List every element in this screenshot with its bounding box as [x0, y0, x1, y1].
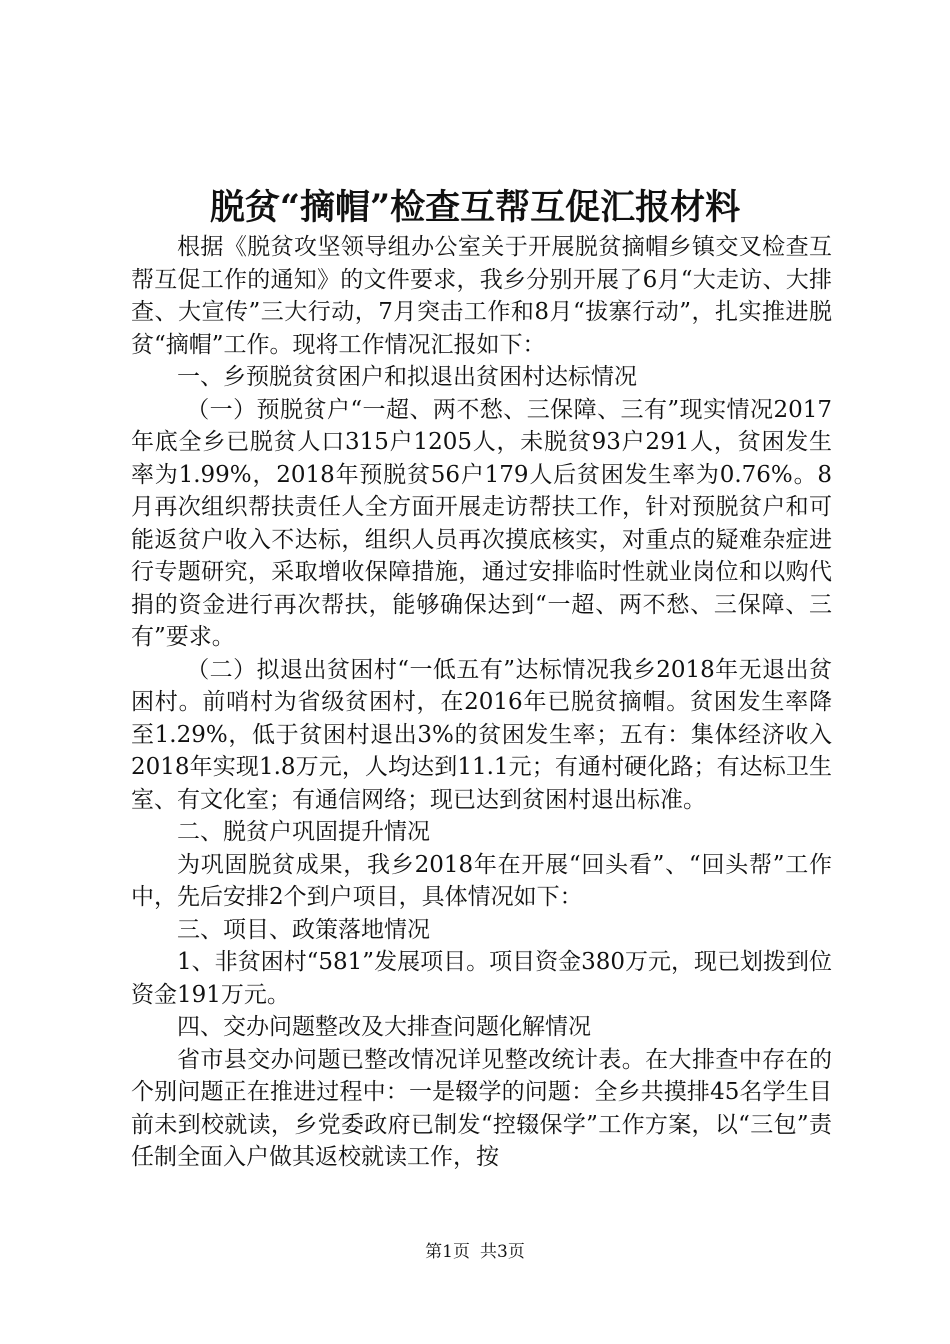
page-total: 共3页: [480, 1242, 525, 1262]
document-title: 脱贫“摘帽”检查互帮互促汇报材料: [209, 187, 741, 228]
paragraph-intro: 根据《脱贫攻坚领导组办公室关于开展脱贫摘帽乡镇交叉检查互帮互促工作的通知》的文件要求，我乡分别开展了6月“大走访、大排查、大宣传”三大行动，7月突击工作和8月“拔寨行动”，扎实推进脱贫“摘帽”工作。现将工作情况汇报如下：: [131, 234, 832, 358]
page-footer: [0, 1240, 950, 1264]
paragraph-section-3: 1、非贫困村“581”发展项目。项目资金380万元，现已划拨到位资金191万元。: [131, 949, 832, 1008]
paragraph-section-1-1: （一）预脱贫户“一超、两不愁、三保障、三有”现实情况2017年底全乡已脱贫人口315户1205人，未脱贫93户291人，贫困发生率为1.99%，2018年预脱贫56户179人后贫困发生率为0.76%。8月再次组织帮扶责任人全方面开展走访帮扶工作，针对预脱贫户和可能返贫户收入不达标，组织人员再次摸底核实，对重点的疑难杂症进行专题研究，采取增收保障措施，通过安排临时性就业岗位和以购代捐的资金进行再次帮扶，能够确保达到“一超、两不愁、三保障、三有”要求。: [131, 396, 832, 650]
paragraph-section-4: 省市县交办问题已整改情况详见整改统计表。在大排查中存在的个别问题正在推进过程中：一是辍学的问题：全乡共摸排45名学生目前未到校就读，乡党委政府已制发“控辍保学”工作方案，以“三包”责任制全面入户做其返校就读工作，按: [131, 1046, 832, 1170]
paragraph-section-1-2: （二）拟退出贫困村“一低五有”达标情况我乡2018年无退出贫困村。前哨村为省级贫困村，在2016年已脱贫摘帽。贫困发生率降至1.29%，低于贫困村退出3%的贫困发生率；五有：集体经济收入2018年实现1.8万元，人均达到11.1元；有通村硬化路；有达标卫生室、有文化室；有通信网络；现已达到贫困村退出标准。: [131, 656, 832, 813]
heading-section-3: 三、项目、政策落地情况: [177, 916, 430, 943]
heading-section-1: 一、乡预脱贫贫困户和拟退出贫困村达标情况: [177, 364, 637, 390]
page-number: 第1页: [425, 1242, 470, 1262]
paragraph-section-2: 为巩固脱贫成果，我乡2018年在开展“回头看”、“回头帮”工作中，先后安排2个到户项目，具体情况如下：: [131, 851, 832, 910]
heading-section-4: 四、交办问题整改及大排查问题化解情况: [177, 1014, 591, 1040]
heading-section-2: 二、脱贫户巩固提升情况: [177, 819, 430, 845]
document-body: [131, 231, 832, 1174]
